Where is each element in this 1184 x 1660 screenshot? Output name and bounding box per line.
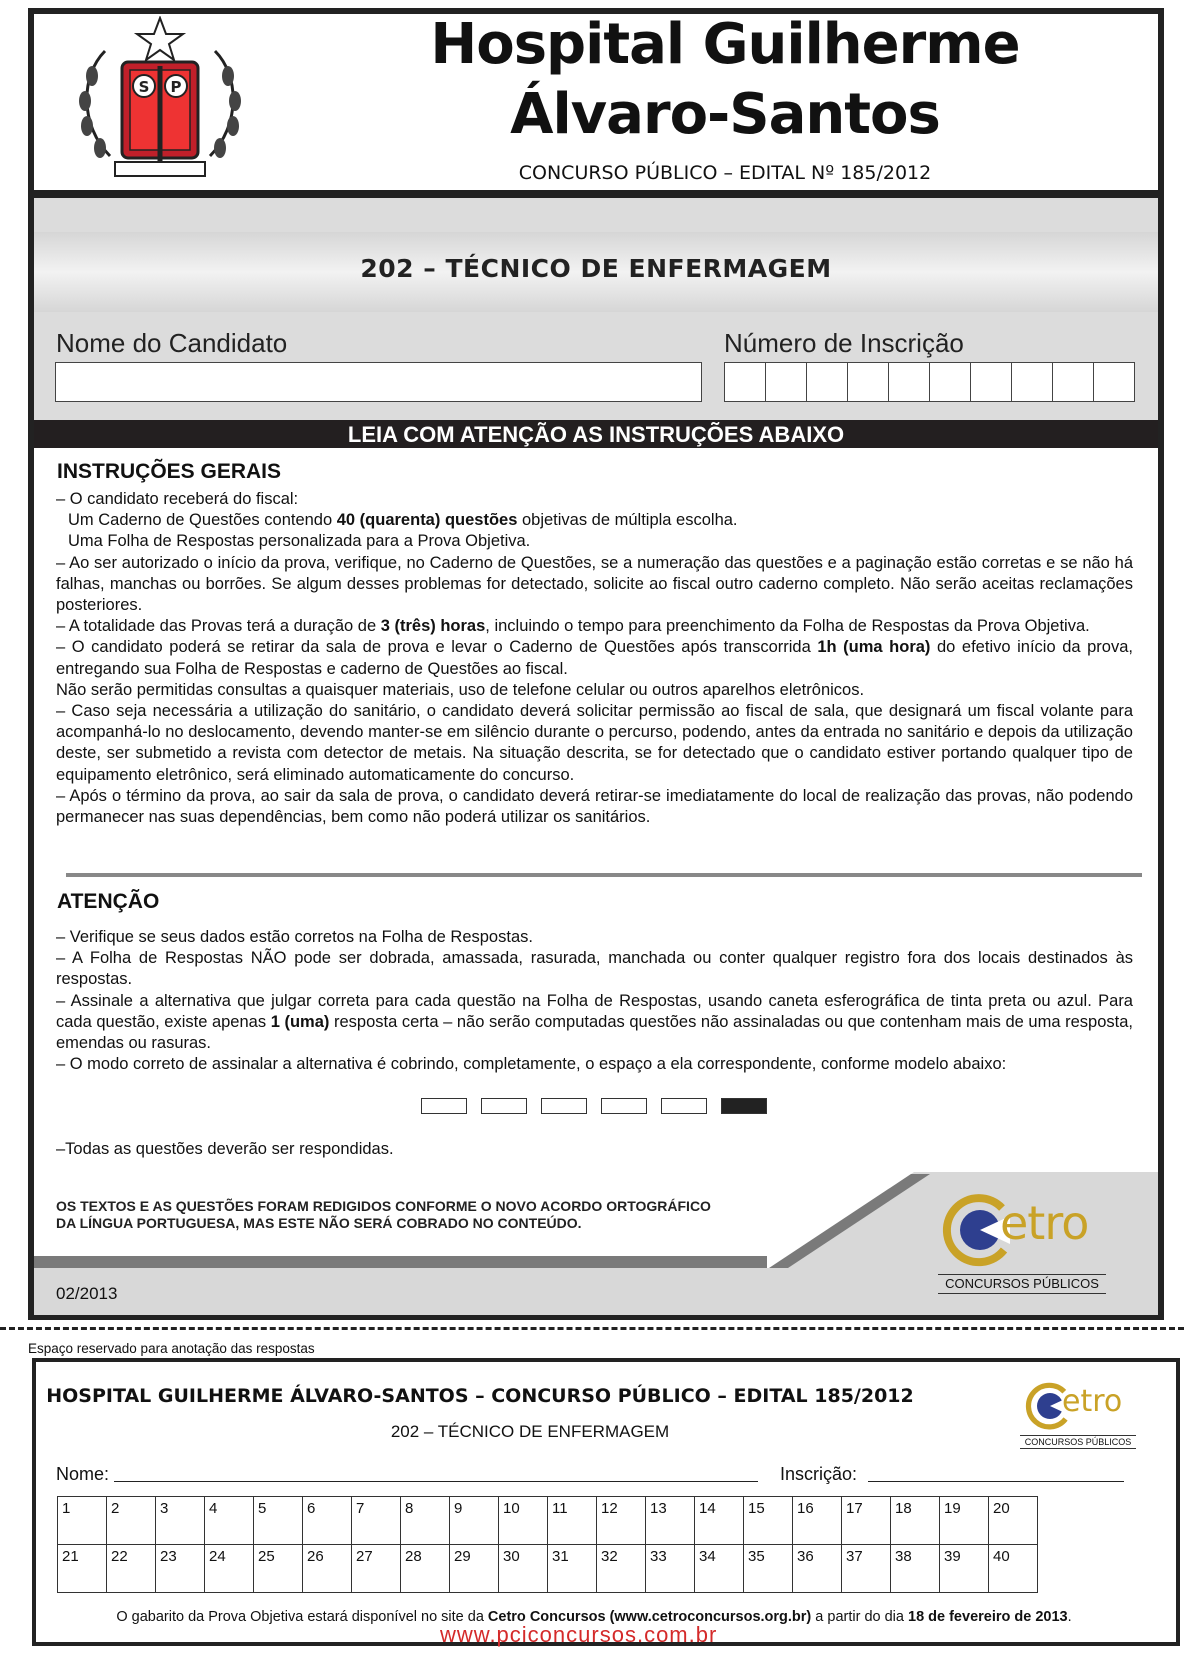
- tearoff-inscription-label: Inscrição:: [780, 1464, 858, 1484]
- answer-cell[interactable]: 5: [254, 1497, 303, 1545]
- title-line-2: Álvaro-Santos: [510, 82, 940, 147]
- answer-cell[interactable]: 3: [156, 1497, 205, 1545]
- answer-cell[interactable]: 8: [401, 1497, 450, 1545]
- answer-cell[interactable]: 23: [156, 1545, 205, 1593]
- header-divider: [34, 190, 1158, 198]
- cetro-logo: etro CONCURSOS PÚBLICOS: [940, 1190, 1110, 1290]
- instruction-item: – Caso seja necessária a utilização do sanitário, o candidato deverá solicitar permissão ao fiscal de sala, que designará um fiscal volante para acompanhá-lo no deslocamento, devendo manter-se em silêncio durante o percurso, podendo, antes da entrada no sanitário e depois da utilização deste, ser submetido a revista com detector de metais. Na situação descrita, se for detectado que o candidato estiver portando qualquer tipo de equipamento eletrônico, será eliminado automaticamente do concurso.: [56, 702, 1133, 784]
- hospital-title: [330, 10, 1120, 150]
- attention-item: – Assinale a alternativa que julgar correta para cada questão na Folha de Respostas, usando caneta esferográfica de tinta preta ou azul. Para cada questão, existe apenas 1 (uma) resposta certa – não serão computadas questões não assinaladas ou que contenham mais de uma resposta, emendas ou rasuras.: [56, 991, 1133, 1053]
- tearoff-inscription-line[interactable]: [868, 1481, 1124, 1482]
- cetro-logo-small: etro CONCURSOS PÚBLICOS: [1020, 1380, 1138, 1450]
- tear-line: [0, 1327, 1184, 1330]
- answer-cell[interactable]: 11: [548, 1497, 597, 1545]
- answer-cell[interactable]: 18: [891, 1497, 940, 1545]
- answer-cell[interactable]: 35: [744, 1545, 793, 1593]
- inscription-digit-cell[interactable]: [807, 363, 848, 401]
- attention-heading: ATENÇÃO: [57, 890, 160, 913]
- answer-cell[interactable]: 38: [891, 1545, 940, 1593]
- answer-cell[interactable]: 9: [450, 1497, 499, 1545]
- answer-cell[interactable]: 21: [58, 1545, 107, 1593]
- answer-cell[interactable]: 27: [352, 1545, 401, 1593]
- attention-item: – Verifique se seus dados estão corretos na Folha de Respostas.: [56, 928, 533, 946]
- svg-text:P: P: [170, 78, 182, 96]
- answer-model-empty: [601, 1098, 647, 1114]
- inscription-digit-cell[interactable]: [1012, 363, 1053, 401]
- answer-cell[interactable]: 13: [646, 1497, 695, 1545]
- answer-cell[interactable]: 14: [695, 1497, 744, 1545]
- instructions-banner: LEIA COM ATENÇÃO AS INSTRUÇÕES ABAIXO: [34, 420, 1158, 448]
- candidate-name-label: Nome do Candidato: [56, 328, 288, 358]
- inscription-digit-cell[interactable]: [930, 363, 971, 401]
- cetro-subtitle: CONCURSOS PÚBLICOS: [938, 1274, 1106, 1294]
- answer-cell[interactable]: 29: [450, 1545, 499, 1593]
- inscription-digit-cell[interactable]: [766, 363, 807, 401]
- inscription-number-label: Número de Inscrição: [724, 328, 964, 358]
- inscription-digit-cell[interactable]: [889, 363, 930, 401]
- answer-model-empty: [481, 1098, 527, 1114]
- section-divider: [66, 873, 1142, 877]
- answer-cell[interactable]: 33: [646, 1545, 695, 1593]
- answer-cell[interactable]: 39: [940, 1545, 989, 1593]
- tearoff-course: 202 – TÉCNICO DE ENFERMAGEM: [390, 1422, 670, 1441]
- attention-item: – O modo correto de assinalar a alternativa é cobrindo, completamente, o espaço a ela correspondente, conforme modelo abaixo:: [56, 1055, 1007, 1074]
- answer-cell[interactable]: 37: [842, 1545, 891, 1593]
- inscription-number-field[interactable]: [724, 362, 1135, 402]
- instruction-item: Não serão permitidas consultas a quaisquer materiais, uso de telefone celular ou outros aparelhos eletrônicos.: [56, 680, 865, 699]
- answer-grid: [57, 1496, 1038, 1593]
- answer-cell[interactable]: 19: [940, 1497, 989, 1545]
- inscription-digit-cell[interactable]: [971, 363, 1012, 401]
- gabarito-notice: O gabarito da Prova Objetiva estará disponível no site da Cetro Concursos (www.cetroconcursos.org.br) a partir do dia 18 de fevereiro de 2013.: [116, 1609, 1072, 1625]
- answer-cell[interactable]: 16: [793, 1497, 842, 1545]
- general-instructions-body: [56, 489, 1133, 828]
- answer-model-empty: [661, 1098, 707, 1114]
- answer-cell[interactable]: 1: [58, 1497, 107, 1545]
- title-line-1: Hospital Guilherme: [430, 12, 1020, 77]
- edital-number: CONCURSO PÚBLICO – EDITAL Nº 185/2012: [518, 162, 932, 184]
- instruction-item: Uma Folha de Respostas personalizada para a Prova Objetiva.: [68, 532, 531, 551]
- instruction-item: – A totalidade das Provas terá a duração de 3 (três) horas, incluindo o tempo para preenchimento da Folha de Respostas da Prova Objetiva.: [56, 617, 1090, 636]
- svg-text:S: S: [138, 78, 150, 96]
- sao-paulo-seal-icon: [70, 16, 250, 184]
- orthographic-notice: OS TEXTOS E AS QUESTÕES FORAM REDIGIDOS CONFORME O NOVO ACORDO ORTOGRÁFICO DA LÍNGUA PORTUGUESA, MAS ESTE NÃO SERÁ COBRADO NO CONTEÚDO.: [56, 1198, 711, 1231]
- answer-cell[interactable]: 10: [499, 1497, 548, 1545]
- answer-cell[interactable]: 4: [205, 1497, 254, 1545]
- instruction-item: – Após o término da prova, ao sair da sala de prova, o candidato deverá retirar-se imediatamente do local de realização das provas, não podendo permanecer nas suas dependências, bem como não poderá utilizar os sanitários.: [56, 786, 1133, 827]
- inscription-digit-cell[interactable]: [848, 363, 889, 401]
- answer-cell[interactable]: 32: [597, 1545, 646, 1593]
- inscription-digit-cell[interactable]: [1094, 363, 1134, 401]
- answer-model-empty: [541, 1098, 587, 1114]
- instruction-item: Um Caderno de Questões contendo 40 (quarenta) questões objetivas de múltipla escolha.: [68, 511, 738, 530]
- answer-cell[interactable]: 36: [793, 1545, 842, 1593]
- tearoff-title: HOSPITAL GUILHERME ÁLVARO-SANTOS – CONCURSO PÚBLICO – EDITAL 185/2012: [46, 1385, 914, 1407]
- candidate-name-field[interactable]: [55, 362, 702, 402]
- instruction-item: – Ao ser autorizado o início da prova, verifique, no Caderno de Questões, se a numeração das questões e a paginação estão corretas e se não há falhas, manchas ou borrões. Se algum desses problemas for detectado, solicite ao fiscal outro caderno completo. Não serão aceitas reclamações posteriores.: [56, 553, 1133, 615]
- answer-cell[interactable]: 2: [107, 1497, 156, 1545]
- edition-date: 02/2013: [56, 1284, 118, 1303]
- instruction-item: – O candidato receberá do fiscal:: [56, 490, 299, 508]
- answer-cell[interactable]: 24: [205, 1545, 254, 1593]
- instruction-item: – O candidato poderá se retirar da sala de prova e levar o Caderno de Questões após transcorrida 1h (uma hora) do efetivo início da prova, entregando sua Folha de Respostas e caderno de Questões ao fiscal.: [56, 638, 1133, 678]
- attention-item: – A Folha de Respostas NÃO pode ser dobrada, amassada, rasurada, manchada ou conter qualquer registro fora dos locais destinados às respostas.: [56, 949, 1133, 989]
- attention-body: [56, 927, 1133, 1075]
- answer-cell[interactable]: 28: [401, 1545, 450, 1593]
- site-watermark: www.pciconcursos.com.br: [440, 1622, 718, 1647]
- answer-model-filled: [721, 1098, 767, 1114]
- answer-cell[interactable]: 12: [597, 1497, 646, 1545]
- answer-cell[interactable]: 30: [499, 1545, 548, 1593]
- course-title: 202 – TÉCNICO DE ENFERMAGEM: [360, 254, 832, 283]
- answer-model-empty: [421, 1098, 467, 1114]
- answer-cell[interactable]: 6: [303, 1497, 352, 1545]
- answer-cell[interactable]: 40: [989, 1545, 1038, 1593]
- answer-cell[interactable]: 34: [695, 1545, 744, 1593]
- answer-cell[interactable]: 25: [254, 1545, 303, 1593]
- answer-cell[interactable]: 15: [744, 1497, 793, 1545]
- tearoff-name-line[interactable]: [114, 1481, 758, 1482]
- answer-cell[interactable]: 31: [548, 1545, 597, 1593]
- answer-cell[interactable]: 7: [352, 1497, 401, 1545]
- answer-cell[interactable]: 22: [107, 1545, 156, 1593]
- answer-cell[interactable]: 17: [842, 1497, 891, 1545]
- general-instructions-heading: INSTRUÇÕES GERAIS: [57, 460, 282, 483]
- answer-cell[interactable]: 26: [303, 1545, 352, 1593]
- all-questions-note: –Todas as questões deverão ser respondidas.: [56, 1140, 394, 1158]
- tearoff-name-label: Nome:: [56, 1464, 110, 1484]
- tearoff-caption: Espaço reservado para anotação das respostas: [28, 1341, 315, 1356]
- answer-cell[interactable]: 20: [989, 1497, 1038, 1545]
- inscription-digit-cell[interactable]: [725, 363, 766, 401]
- inscription-digit-cell[interactable]: [1053, 363, 1094, 401]
- cetro-subtitle: CONCURSOS PÚBLICOS: [1020, 1435, 1136, 1449]
